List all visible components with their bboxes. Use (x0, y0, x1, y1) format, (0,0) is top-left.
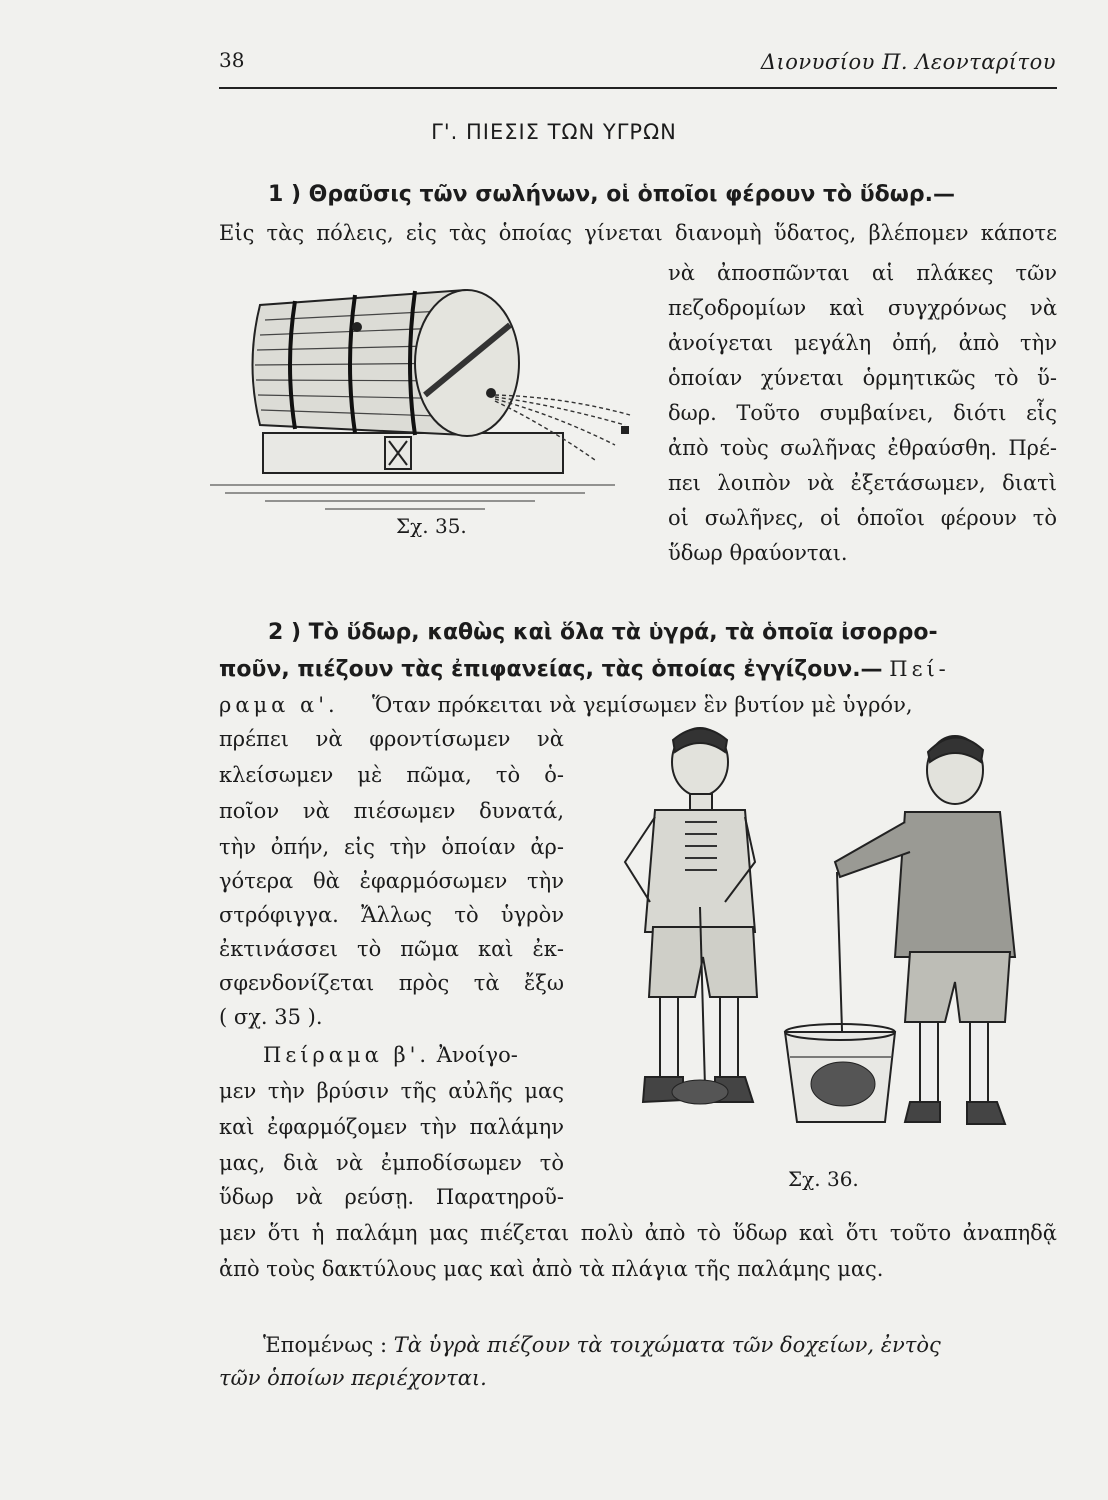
exp-b-full-line-1: ἀπὸ τοὺς δακτύλους μας καὶ ἀπὸ τὰ πλάγια τῆς παλάμης μας. (219, 1257, 884, 1281)
exp-b-line-2: μας, διὰ νὰ ἐμποδίσωμεν τὸ (219, 1151, 564, 1175)
topic1-line-8: οἱ σωλῆνες, οἱ ὁποῖοι φέρουν τὸ (668, 506, 1057, 530)
topic1-line-5: δωρ. Τοῦτο συμβαίνει, διότι εἷς (668, 401, 1057, 425)
conclusion-italic-2: τῶν ὁποίων περιέχονται. (219, 1366, 487, 1390)
conclusion-line1 (263, 1330, 941, 1360)
topic1-line-1: νὰ ἀποσπῶνται αἱ πλάκες τῶν (668, 261, 1057, 285)
exp-b-full-line-0: μεν ὅτι ἡ παλάμη μας πιέζεται πολὺ ἀπὸ τὸ ὕδωρ καὶ ὅτι τοῦτο ἀναπηδᾷ (219, 1221, 1057, 1245)
boys-pail-figure (605, 722, 1055, 1162)
running-title: Διονυσίου Π. Λεονταρίτου (760, 50, 1056, 74)
topic1-line-9: ὕδωρ θραύονται. (668, 541, 848, 565)
conclusion-italic-1: Τὰ ὑγρὰ πιέζουν τὰ τοιχώματα τῶν δοχείων, ἐντὸς (393, 1333, 941, 1357)
exp-b-line-3: ὕδωρ νὰ ρεύσῃ. Παρατηροῦ- (219, 1185, 564, 1209)
exp-a-line-8: ( σχ. 35 ). (219, 1005, 323, 1029)
topic1-heading: 1 ) Θραῦσις τῶν σωλήνων, οἱ ὁποῖοι φέρουν τὸ ὕδωρ.— (268, 182, 955, 207)
exp-a-line-7: σφενδονίζεται πρὸς τὰ ἔξω (219, 971, 564, 995)
topic1-line-7: πει λοιπὸν νὰ ἐξετάσωμεν, διατὶ (668, 471, 1057, 495)
exp-a-line-0: πρέπει νὰ φροντίσωμεν νὰ (219, 727, 564, 751)
exp-a-line-3: τὴν ὀπήν, εἰς τὴν ὁποίαν ἀρ- (219, 835, 564, 859)
experiment-a-intro (219, 690, 913, 720)
page-number: 38 (219, 48, 245, 72)
experiment-b-label: Πείραμα β'. (263, 1043, 431, 1067)
topic1-line-3: ἀνοίγεται μεγάλη ὀπή, ἀπὸ τὴν (668, 331, 1057, 355)
exp-b-line-1: καὶ ἐφαρμόζομεν τὴν παλάμην (219, 1115, 564, 1139)
figure-35-caption: Σχ. 35. (396, 514, 467, 538)
barrel-figure (205, 265, 645, 515)
topic2-heading-line1: 2 ) Τὸ ὕδωρ, καθὼς καὶ ὅλα τὰ ὑγρά, τὰ ὁποῖα ἰσορρο- (268, 620, 938, 645)
exp-a-line-2: ποῖον νὰ πιέσωμεν δυνατά, (219, 799, 564, 823)
topic1-line-2: πεζοδρομίων καὶ συγχρόνως νὰ (668, 296, 1057, 320)
topic2-heading-line2-bold: ποῦν, πιέζουν τὰς ἐπιφανείας, τὰς ὁποίας ἐγγίζουν.— (219, 657, 883, 682)
experiment-a-prefix: Πεί- (889, 657, 950, 681)
experiment-b-intro (263, 1040, 518, 1070)
section-title: Γ'. ΠΙΕΣΙΣ ΤΩΝ ΥΓΡΩΝ (431, 120, 677, 144)
figure-36-caption: Σχ. 36. (788, 1167, 859, 1191)
exp-a-line-1: κλείσωμεν μὲ πῶμα, τὸ ὁ- (219, 763, 564, 787)
topic1-line-6: ἀπὸ τοὺς σωλῆνας ἐθραύσθη. Πρέ- (668, 436, 1057, 460)
experiment-a-label: ραμα α'. (219, 693, 339, 717)
exp-a-line-4: γότερα θὰ ἐφαρμόσωμεν τὴν (219, 869, 564, 893)
header-rule (219, 87, 1057, 89)
exp-a-line-5: στρόφιγγα. Ἄλλως τὸ ὑγρὸν (219, 903, 564, 927)
topic1-line-0: Εἰς τὰς πόλεις, εἰς τὰς ὁποίας γίνεται διανομὴ ὕδατος, βλέπομεν κάποτε (219, 221, 1057, 245)
exp-a-line-6: ἐκτινάσσει τὸ πῶμα καὶ ἐκ- (219, 937, 564, 961)
experiment-b-first: Ἀνοίγο- (436, 1043, 518, 1067)
experiment-a-first-line: Ὅταν πρόκειται νὰ γεμίσωμεν ἓν βυτίον μὲ ὑγρόν, (372, 693, 913, 717)
topic2-heading-line2 (219, 654, 950, 685)
topic1-line-4: ὁποίαν χύνεται ὁρμητικῶς τὸ ὕ- (668, 366, 1057, 390)
conclusion-lead: Ἑπομένως : (263, 1333, 388, 1357)
exp-b-line-0: μεν τὴν βρύσιν τῆς αὐλῆς μας (219, 1079, 564, 1103)
